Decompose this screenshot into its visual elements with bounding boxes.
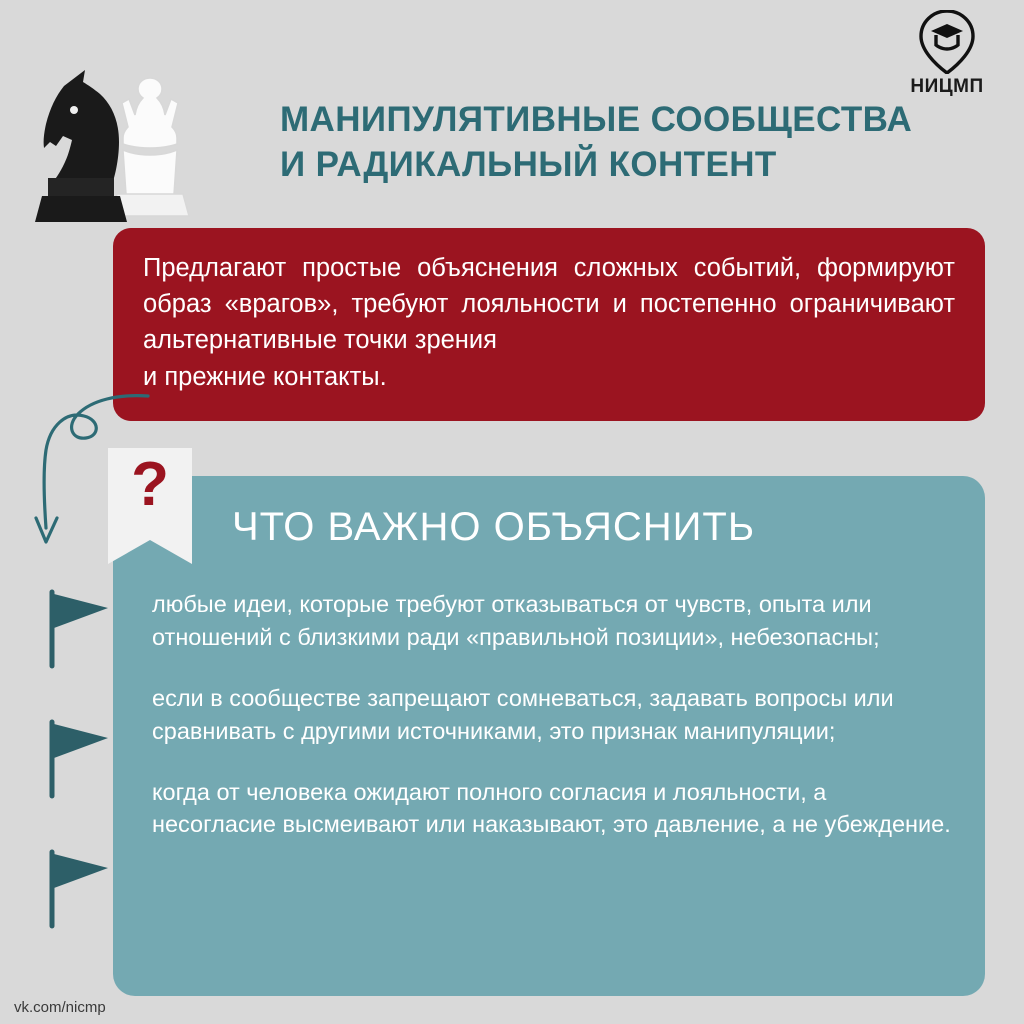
pennant-flag-icon (22, 718, 110, 800)
page-title-line-2: И РАДИКАЛЬНЫЙ КОНТЕНТ (280, 144, 777, 184)
callout-paragraph-2: и прежние контакты. (143, 362, 387, 391)
footer-link[interactable]: vk.com/nicmp (14, 999, 106, 1016)
list-item: когда от человека ожидают полного согласия и лояльности, а несогласие высмеивают или наказывают, это давление, а не убеждение. (152, 778, 951, 838)
callout-box (113, 228, 985, 421)
bullet-list (152, 588, 952, 841)
brand-logo (892, 10, 1002, 98)
graduation-cap-pin-icon (919, 10, 975, 74)
chess-knight-and-queen-icon (22, 50, 212, 240)
callout-paragraph-1: Предлагают простые объяснения сложных событий, формируют образ «врагов», требуют лояльности и постепенно ограничивают альтернативные точки зрения (143, 254, 955, 355)
list-item: любые идеи, которые требуют отказываться от чувств, опыта или отношений с близкими ради «правильной позиции», небезопасны; (152, 591, 880, 650)
pennant-flag-icon (22, 848, 110, 930)
brand-name: НИЦМП (910, 76, 984, 97)
page-title-line-1: МАНИПУЛЯТИВНЫЕ СООБЩЕСТВА (280, 100, 913, 139)
list-item: если в сообществе запрещают сомневаться, задавать вопросы или сравнивать с другими источниками, это признак манипуляции; (152, 684, 894, 744)
section-heading: ЧТО ВАЖНО ОБЪЯСНИТЬ (232, 505, 756, 549)
page-title (280, 98, 980, 188)
question-mark-icon: ? (131, 450, 169, 519)
pennant-flag-icon (22, 588, 110, 670)
